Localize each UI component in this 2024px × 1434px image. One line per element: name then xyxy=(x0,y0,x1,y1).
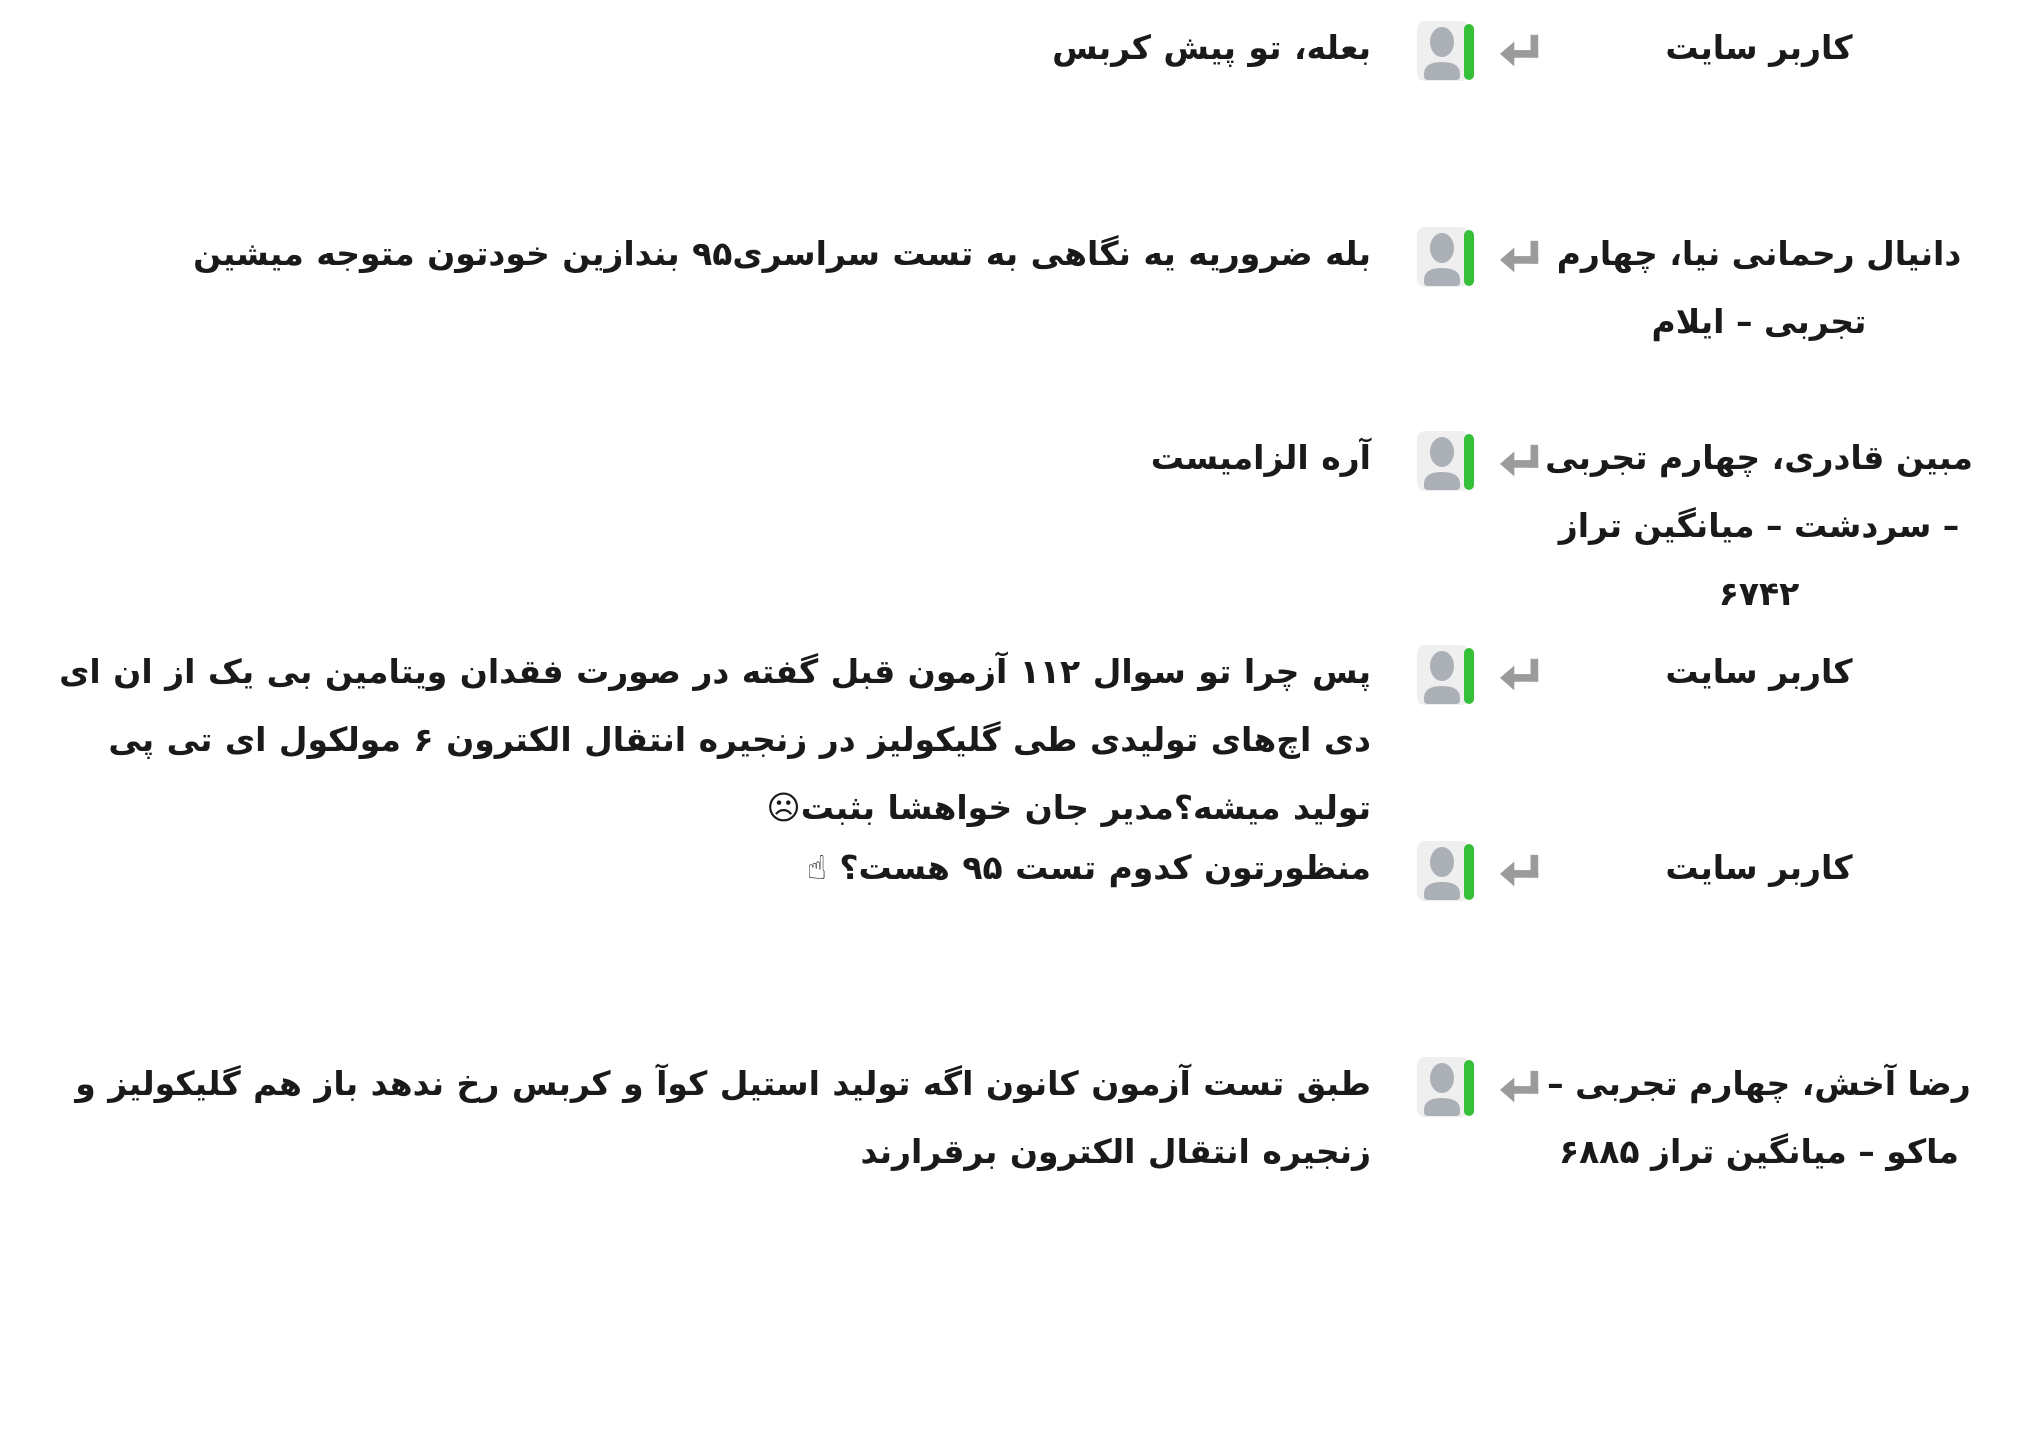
comment-icons xyxy=(1416,834,1544,904)
comment-author: کاربر سایت xyxy=(1665,848,1853,887)
avatar-contact-icon xyxy=(1416,224,1478,290)
comment-author: کاربر سایت xyxy=(1665,28,1853,67)
comment-row xyxy=(0,834,2024,904)
comment-message: منظورتون کدوم تست ۹۵ هست؟ ☝ xyxy=(806,848,1371,887)
comment-icons xyxy=(1416,220,1544,290)
reply-arrow-icon[interactable] xyxy=(1500,850,1542,894)
comment-author: مبین قادری، چهارم تجربی – سردشت – میانگین تراز ۶۷۴۲ xyxy=(1545,438,1973,613)
comment-message: طبق تست آزمون کانون اگه تولید استیل کوآ و کربس رخ ندهد باز هم گلیکولیز و زنجیره انتقال الکترون برقرارند xyxy=(75,1064,1371,1171)
comment-row xyxy=(0,424,2024,628)
reply-arrow-icon[interactable] xyxy=(1500,30,1542,74)
avatar-contact-icon xyxy=(1416,642,1478,708)
comment-author: رضا آخش، چهارم تجربی – ماکو – میانگین تراز ۶۸۸۵ xyxy=(1547,1064,1971,1171)
reply-arrow-icon[interactable] xyxy=(1500,1066,1542,1110)
comment-row xyxy=(0,14,2024,84)
comment-row xyxy=(0,1050,2024,1186)
reply-arrow-icon[interactable] xyxy=(1500,440,1542,484)
avatar-contact-icon xyxy=(1416,428,1478,494)
avatar-contact-icon xyxy=(1416,838,1478,904)
reply-arrow-icon[interactable] xyxy=(1500,236,1542,280)
comment-row xyxy=(0,220,2024,356)
comment-icons xyxy=(1416,1050,1544,1120)
comment-author: دانیال رحمانی نیا، چهارم تجربی – ایلام xyxy=(1556,234,1962,341)
comment-message: آره الزامیست xyxy=(1150,438,1371,477)
comment-message: پس چرا تو سوال ۱۱۲ آزمون قبل گفته در صورت فقدان ویتامین بی یک از ان ای دی اچ‌های تولیدی طی گلیکولیز در زنجیره انتقال الکترون ۶ مولکول ای تی پی تولید میشه؟مدیر جان خواهشا بثبت☹ xyxy=(59,652,1371,827)
avatar-contact-icon xyxy=(1416,18,1478,84)
comment-message: بله ضروریه یه نگاهی به تست سراسری۹۵ بندازین خودتون متوجه میشین xyxy=(193,234,1371,273)
comment-icons xyxy=(1416,14,1544,84)
comment-author: کاربر سایت xyxy=(1665,652,1853,691)
comment-icons xyxy=(1416,424,1544,494)
comment-message: بعله، تو پیش کربس xyxy=(1052,28,1371,67)
comment-row xyxy=(0,638,2024,842)
avatar-contact-icon xyxy=(1416,1054,1478,1120)
reply-arrow-icon[interactable] xyxy=(1500,654,1542,698)
comment-icons xyxy=(1416,638,1544,708)
